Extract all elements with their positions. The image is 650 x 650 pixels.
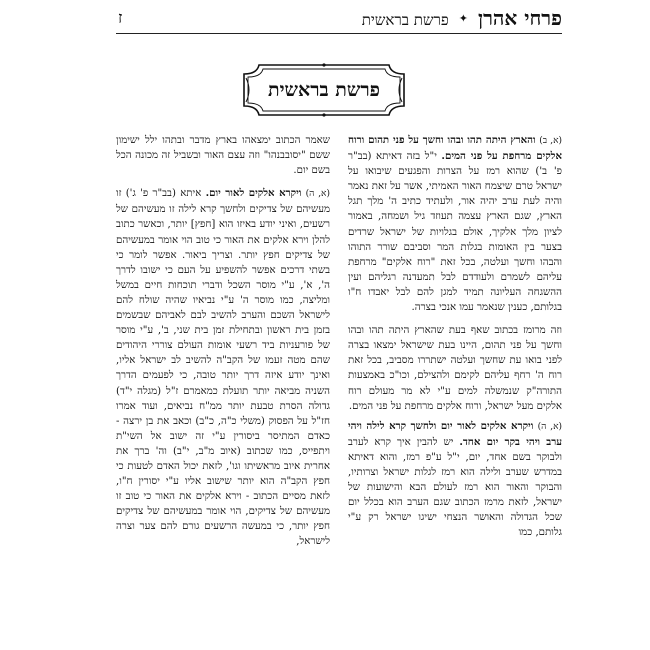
parasha-title: פרשת בראשית (267, 78, 381, 101)
book-title: פרחי אהרן (477, 6, 562, 30)
verse-lemma: ויקרא אלקים לאור יום ולחשך קרא לילה ויהי ערב ויהי בקר יום אחד. (348, 419, 562, 448)
paragraph-text: וזה מרומז בכתוב שאף בעת שהארץ היתה תהו ובהו וחשך על פני תהום, היינו בעת שישראל ימצאו בצרה לפני בואו עת שחשך ועלטה ישתררו מסביב, בכל זאת רוח ה' רחף עליהם לקימם ולהצילם, וכו"כ באמצעות התורה"ק שנמשלה למים ע"י לא מר מעולם רוח אלקים מעל ישראל, ורוח אלקים מרחפת על פני המים. (348, 325, 562, 412)
header-section-name: פרשת בראשית (361, 11, 449, 29)
verse-lemma: והארץ היתה תהו ובהו וחשך על פני תהום ורוח אלקים מרחפת על פני המים. (348, 134, 562, 163)
ornamental-title-frame (241, 62, 407, 118)
paragraph-text: יש להבין איך קרא לערב ולבוקר בשם אחד, יום, י"ל ע"פ רמז, והוא דאיתא במדרש שערב ולילה הוא רמז לגלות ישראל וצרותיו, והבוקר והאור הוא רמז לעולם הבא והישועות של ישראל, לזאת מרמז הכתוב שגם הערב הוא בכלל יום שכל הגדולה והאושר הנצחי ישיגו ישראל רק ע"י גלותם, כמו (348, 436, 562, 539)
paragraph (348, 419, 562, 541)
text-column-right (348, 133, 562, 645)
header-titles (362, 6, 562, 31)
verse-reference: (א, ה) (537, 421, 562, 432)
paragraph-text: איתא (בב"ר פ' ג') זו מעשיהם של צדיקים ולחשך קרא לילה זו מעשיהם של רשעים, ואיני יודע באיזו הוא [חפץ] יותר, וכאשר כתוב להלן וירא אלקים את האור כי טוב הוי אומר במעשיהם של צדיקים חפץ יותר. וצריך ביאור. אפשר לומר כי בשתי דרכים אפשר להשפיע על העם כי ישובו לדרך ה', א', ע"י מוסר השכל ודברי תוכחות חיים במשל ומליצה, כמו מוסר ה' ע"י נביאיו שהיה שולח להם לישראל השכם והערב להשיב לבם לאביהם שבשמים בזמן בית ראשון ובתחילת זמן בית שני, ב', ע"י מוסר של פורעניות ביד רשעי אומות העולם צוררי היהודים שהם מטה זעמו של הקב"ה להשיב לב ישראל אליו, ואינך יודע איזה דרך יותר טובה, כי לפעמים הדרך השניה מביאה יותר תועלת כמאמרם ז"ל (מגלה י"ד) גדולה הסרת טבעת יותר ממ"ח נביאים, ועוד אמרו חז"ל על הפסוק (משלי כ"ה, כ"ב) וכאב את בן ירצה - כאדם המתיסר ביסורין ע"י זה ישוב אל השי"ת ויתפייס, כמו שכתוב (איוב מ"ב, י"ב) וה' ברך את אחרית איוב מראשיתו וגו', לזאת יכול האדם לטעות כי חפץ הקב"ה הוא יותר שישוב אליו ע"י יסורין ח"ו, לזאת מסיים הכתוב - וירא אלקים את האור כי טוב זו מעשיהם של צדיקים, הוי אומר במעשיהם של צדיקים חפץ יותר, כי במעשה הרשעים גורם להם צער וצרה לישראל, (116, 188, 330, 548)
running-header (116, 4, 562, 32)
paragraph (116, 186, 330, 549)
header-rule (116, 33, 562, 34)
page-number: ז (118, 8, 123, 27)
paragraph (116, 133, 330, 178)
verse-lemma: ויקרא אלקים לאור יום. (205, 187, 302, 200)
paragraph-text: י"ל בזה דאיתא (בב"ר פ' ב') שהוא רמז על הצרות והפגעים שיבואו על ישראל טרם שיצמח האור האמיתי, אשר על זאת נאמר והיה לעת ערב יהיה אור, ולעתיד כתיב ה' מלך תגל הארץ, שגם הארץ עצמה תעוזד גיל ושמחה, באמור לציון מלך אלקיך, אולם בגלויות של ישראל שרדים בצער בין האומות בגלות המר וסביבם שורר התוהו והבהו וחשך ועלטה, בכל זאת "רוח אלקים" מרחפת עליהם לשמרם ולעודדם לבל תמעדנה רגליהם ועין ההשגחה העליונה תמיד למגן להם לבל יאבדו ח"ו בגלותם, כענין שנאמר עמו אנכי בצרה. (348, 151, 562, 314)
paragraph (348, 323, 562, 414)
text-column-left (116, 133, 330, 645)
verse-reference: (א, ב) (539, 136, 562, 146)
paragraph-text: שאמר הכתוב ימצאהו בארץ מדבר ובתהו ילל ישימון ששם "יסובבנהו" וזה עצם האור ובשביל זה מכונה הכל בשם יום. (116, 135, 330, 177)
diamond-separator-icon: ✦ (458, 12, 468, 25)
paragraph (348, 133, 562, 315)
verse-reference: (א, ה) (305, 189, 330, 200)
